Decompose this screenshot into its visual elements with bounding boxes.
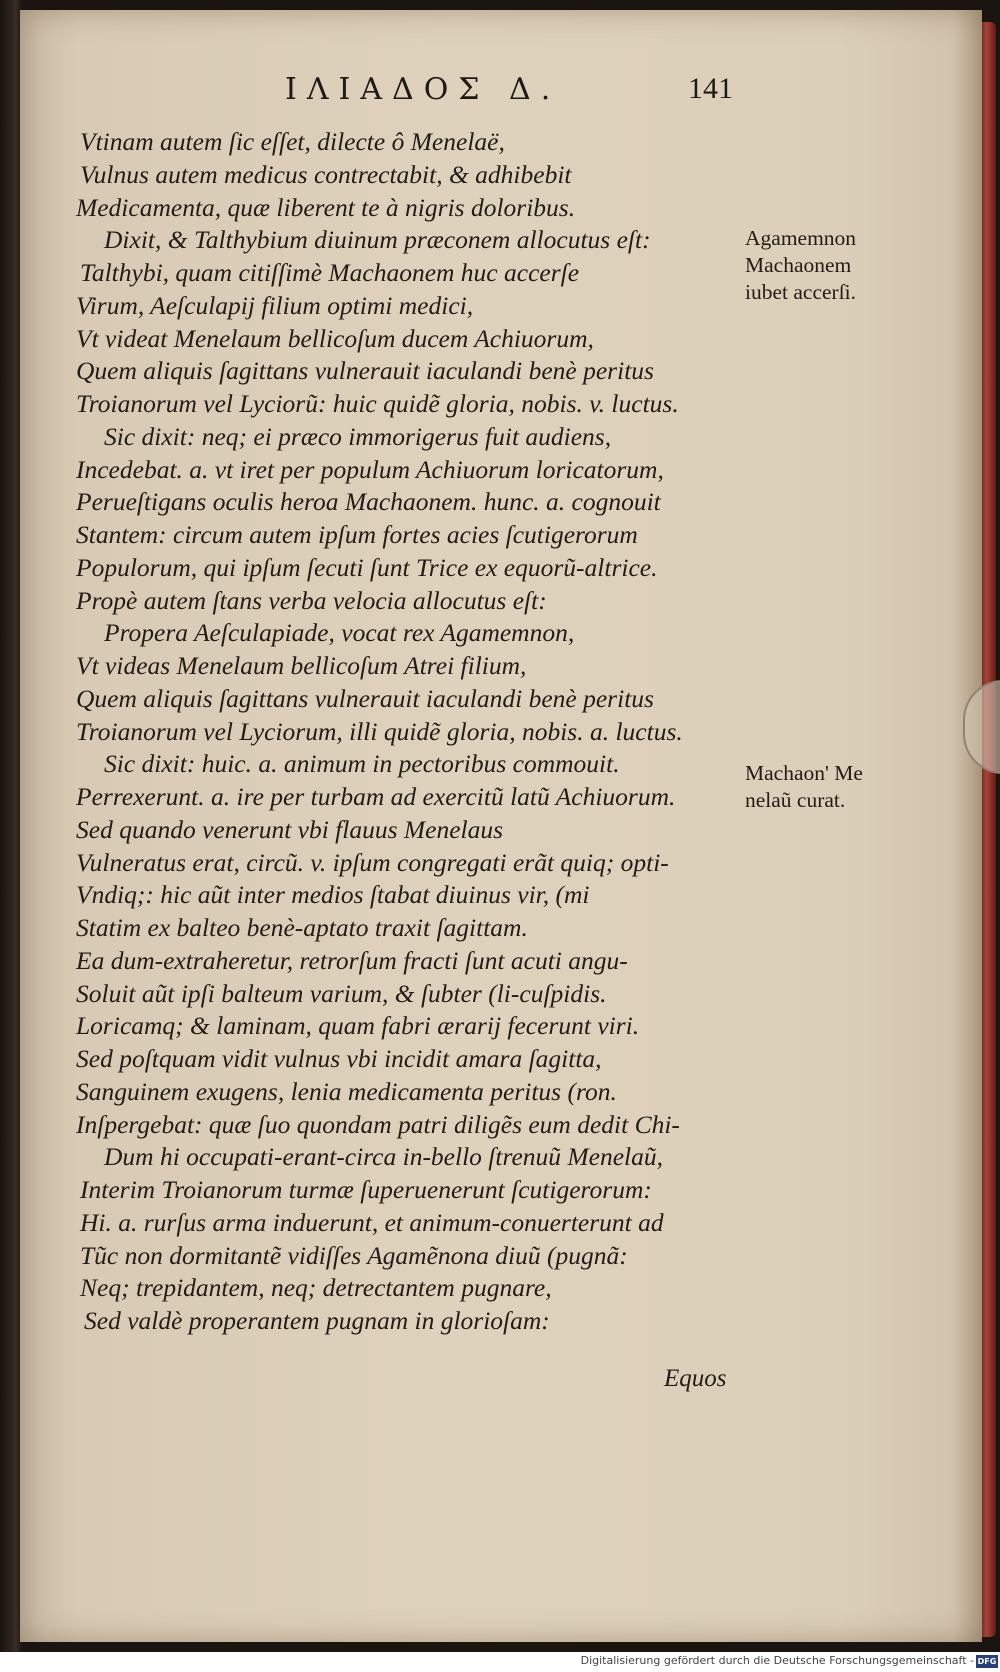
marginal-note-line: iubet accerſi. xyxy=(745,280,857,304)
text-line: Medicamenta, quæ liberent te à nigris doloribus. xyxy=(76,192,576,222)
text-line: Loricamq; & laminam, quam fabri ærarij fecerunt viri. xyxy=(76,1011,640,1041)
text-line: Dum hi occupati-erant-circa in-bello ſtrenuũ Menelaũ, xyxy=(104,1142,663,1172)
marginal-note xyxy=(745,760,863,814)
text-line: Tũc non dormitantẽ vidiſſes Agamẽnona diuũ (pugnã: xyxy=(80,1240,628,1270)
text-line: Propè autem ſtans verba velocia allocutus eſt: xyxy=(76,585,547,615)
text-line: Soluit aũt ipſi balteum varium, & ſubter (li-cuſpidis. xyxy=(76,978,607,1008)
text-line: Incedebat. a. vt iret per populum Achiuorum loricatorum, xyxy=(76,454,664,484)
text-line: Vtinam autem ſic eſſet, dilecte ô Menelaë, xyxy=(80,127,505,156)
dfg-logo: DFG xyxy=(977,1657,997,1666)
text-line: Neq; trepidantem, neq; detrectantem pugnare, xyxy=(80,1273,552,1303)
text-line: Populorum, qui ipſum ſecuti ſunt Trice ex equorũ-altrice. xyxy=(76,552,658,582)
text-line: Sic dixit: neq; ei præco immorigerus fuit audiens, xyxy=(104,421,612,451)
text-line: Perueſtigans oculis heroa Machaonem. hunc. a. cognouit xyxy=(76,487,661,517)
text-line: Vt videat Menelaum bellicoſum ducem Achiuorum, xyxy=(76,323,594,353)
marginal-note-line: Machaon' Me xyxy=(745,761,863,785)
text-line: Sed valdè properantem pugnam in glorioſam: xyxy=(84,1306,550,1335)
text-line: Interim Troianorum turmæ ſuperuenerunt ſcutigerorum: xyxy=(80,1175,652,1204)
text-line: Propera Aeſculapiade, vocat rex Agamemnon, xyxy=(104,618,575,648)
text-line: Dixit, & Talthybium diuinum præconem allocutus eſt: xyxy=(104,225,651,255)
text-line: Vt videas Menelaum bellicoſum Atrei filium, xyxy=(76,651,527,680)
text-line: Quem aliquis ſagittans vulnerauit iaculandi benè peritus xyxy=(76,683,654,713)
text-line: Ea dum-extraheretur, retrorſum fracti ſunt acuti angu- xyxy=(76,945,628,975)
page-number: 141 xyxy=(688,72,733,105)
text-line: Hi. a. rurſus arma induerunt, et animum-conuerterunt ad xyxy=(80,1207,664,1237)
running-head: ΙΛΙΑΔΟΣ Δ. xyxy=(285,72,561,107)
marginal-note xyxy=(745,225,856,306)
catchword: Equos xyxy=(664,1365,727,1392)
text-line: Inſpergebat: quæ ſuo quondam patri diligẽs eum dedit Chi- xyxy=(76,1109,680,1139)
text-line: Stantem: circum autem ipſum fortes acies ſcutigerorum xyxy=(76,520,638,549)
text-line: Vulneratus erat, circũ. v. ipſum congregati erãt quiq; opti- xyxy=(76,847,669,877)
text-line: Sanguinem exugens, lenia medicamenta peritus (ron. xyxy=(76,1076,617,1106)
footer-credit: Digitalisierung gefördert durch die Deutsche Forschungsgemeinschaft - xyxy=(580,1654,974,1667)
marginal-note-line: Machaonem xyxy=(745,253,852,277)
text-line: Troianorum vel Lyciorum, illi quidẽ gloria, nobis. a. luctus. xyxy=(76,716,683,746)
text-line: Vulnus autem medicus contrectabit, & adhibebit xyxy=(80,159,572,189)
text-line: Sic dixit: huic. a. animum in pectoribus commouit. xyxy=(104,749,620,779)
marginal-note-line: nelaũ curat. xyxy=(745,788,846,812)
text-line: Sed quando venerunt vbi flauus Menelaus xyxy=(76,814,504,844)
text-line: Vndiq;: hic aũt inter medios ſtabat diuinus vir, (mi xyxy=(76,880,590,910)
text-line: Virum, Aeſculapij filium optimi medici, xyxy=(76,290,474,320)
text-line: Sed poſtquam vidit vulnus vbi incidit amara ſagitta, xyxy=(76,1044,602,1073)
text-line: Talthybi, quam citiſſimè Machaonem huc accerſe xyxy=(80,258,580,287)
footer-bar xyxy=(0,1652,1000,1672)
text-line: Troianorum vel Lyciorũ: huic quidẽ gloria, nobis. v. luctus. xyxy=(76,389,679,418)
book-edge xyxy=(982,22,996,1637)
page-header xyxy=(0,72,1000,112)
marginal-note-line: Agamemnon xyxy=(745,226,857,250)
text-line: Quem aliquis ſagittans vulnerauit iaculandi benè peritus xyxy=(76,356,654,386)
text-line: Perrexerunt. a. ire per turbam ad exercitũ latũ Achiuorum. xyxy=(76,782,676,811)
text-line: Statim ex balteo benè-aptato traxit ſagittam. xyxy=(76,913,528,942)
